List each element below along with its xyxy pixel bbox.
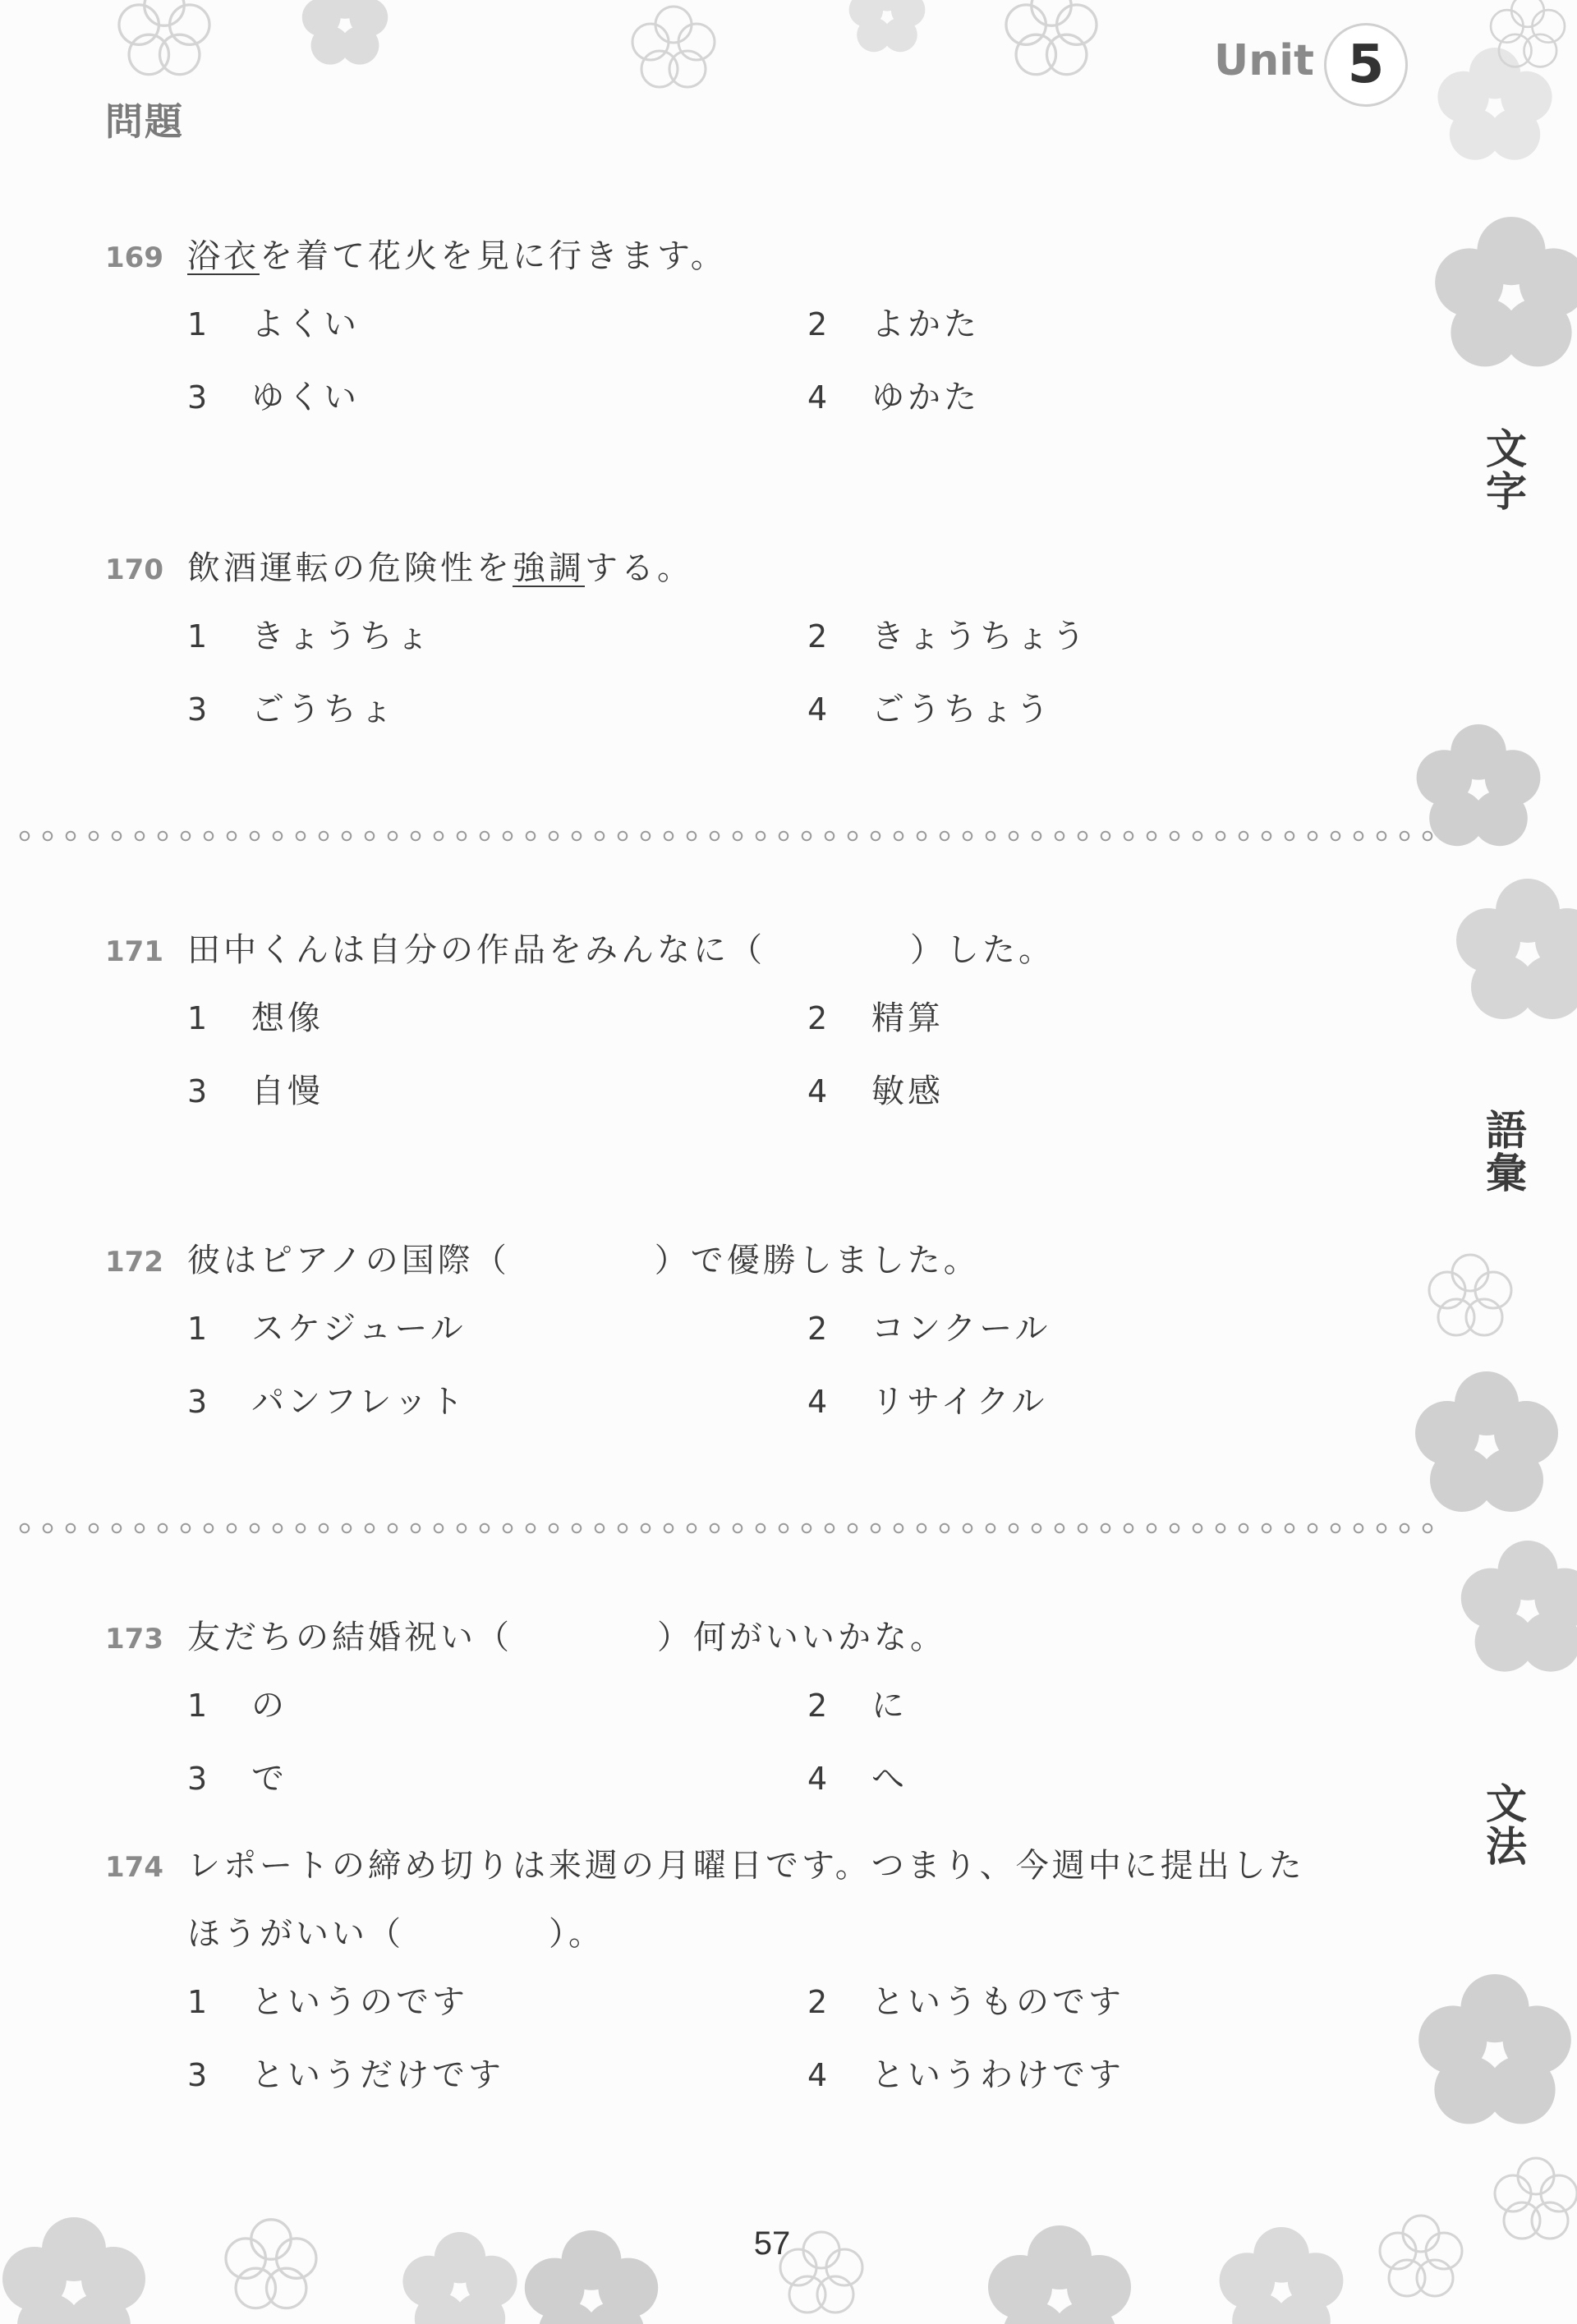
answer-options [187, 1976, 1386, 2096]
question-170 [105, 542, 1386, 730]
answer-options [187, 1302, 1386, 1422]
option-3[interactable]: 3 というだけです [187, 2056, 504, 2094]
option-3[interactable]: 3 ゆくい [187, 379, 360, 416]
option-3[interactable]: 3 で [187, 1760, 287, 1798]
question-text: 彼はピアノの国際（ ）で優勝しました。 [187, 1242, 980, 1279]
unit-label: Unit [1214, 36, 1314, 85]
question-number: 170 [105, 553, 163, 586]
option-4[interactable]: 4 ゆかた [807, 379, 980, 416]
side-tab-moji: 文字 [1479, 427, 1527, 512]
option-4[interactable]: 4 というわけです [807, 2056, 1124, 2094]
answer-options [187, 298, 1386, 418]
option-2[interactable]: 2 コンクール [807, 1310, 1051, 1348]
question-173 [105, 1611, 1386, 1799]
option-2[interactable]: 2 精算 [807, 999, 944, 1037]
option-2[interactable]: 2 に [807, 1687, 908, 1725]
option-4[interactable]: 4 敏感 [807, 1072, 944, 1110]
question-number: 172 [105, 1246, 163, 1279]
question-text: 友だちの結婚祝い（ ）何がいいかな。 [187, 1619, 946, 1656]
dotted-divider [13, 1522, 1434, 1535]
option-4[interactable]: 4 へ [807, 1760, 908, 1798]
question-172 [105, 1234, 1386, 1422]
question-number: 174 [105, 1851, 163, 1884]
unit-number-badge: 5 [1324, 23, 1408, 107]
question-174 [105, 1839, 1386, 2096]
answer-options [187, 992, 1386, 1112]
question-number: 171 [105, 935, 163, 968]
option-3[interactable]: 3 自慢 [187, 1072, 324, 1110]
page-number: 57 [753, 2225, 791, 2262]
option-1[interactable]: 1 よくい [187, 305, 360, 343]
question-number: 169 [105, 241, 163, 274]
underlined-word: 強調 [513, 549, 585, 587]
question-169 [105, 230, 1386, 418]
side-tab-goi: 語彙 [1479, 1109, 1527, 1194]
question-text: 飲酒運転の危険性を強調する。 [187, 549, 693, 587]
option-4[interactable]: 4 リサイクル [807, 1383, 1048, 1421]
page-title: 問題 [105, 99, 184, 144]
option-2[interactable]: 2 よかた [807, 305, 980, 343]
question-number: 173 [105, 1623, 163, 1656]
underlined-word: 浴衣 [187, 237, 260, 275]
question-text: レポートの締め切りは来週の月曜日です。つまり、今週中に提出した [187, 1847, 1305, 1885]
option-1[interactable]: 1 スケジュール [187, 1310, 467, 1348]
question-text: 浴衣を着て花火を見に行きます。 [187, 237, 727, 275]
option-2[interactable]: 2 きょうちょう [807, 618, 1088, 655]
option-1[interactable]: 1 というのです [187, 1983, 468, 2021]
option-1[interactable]: 1 きょうちょ [187, 618, 432, 655]
question-text-continued: ほうがいい（ ）。 [187, 1915, 605, 1953]
option-2[interactable]: 2 というものです [807, 1983, 1124, 2021]
answer-options [187, 610, 1386, 730]
option-3[interactable]: 3 ごうちょ [187, 691, 396, 728]
question-171 [105, 924, 1386, 1112]
question-text: 田中くんは自分の作品をみんなに（ ）した。 [187, 931, 1055, 969]
option-1[interactable]: 1 想像 [187, 999, 324, 1037]
answer-options [187, 1679, 1386, 1799]
option-3[interactable]: 3 パンフレット [187, 1383, 467, 1421]
option-4[interactable]: 4 ごうちょう [807, 691, 1052, 728]
side-tab-bunpou: 文法 [1479, 1782, 1527, 1867]
dotted-divider [13, 829, 1434, 843]
option-1[interactable]: 1 の [187, 1687, 287, 1725]
